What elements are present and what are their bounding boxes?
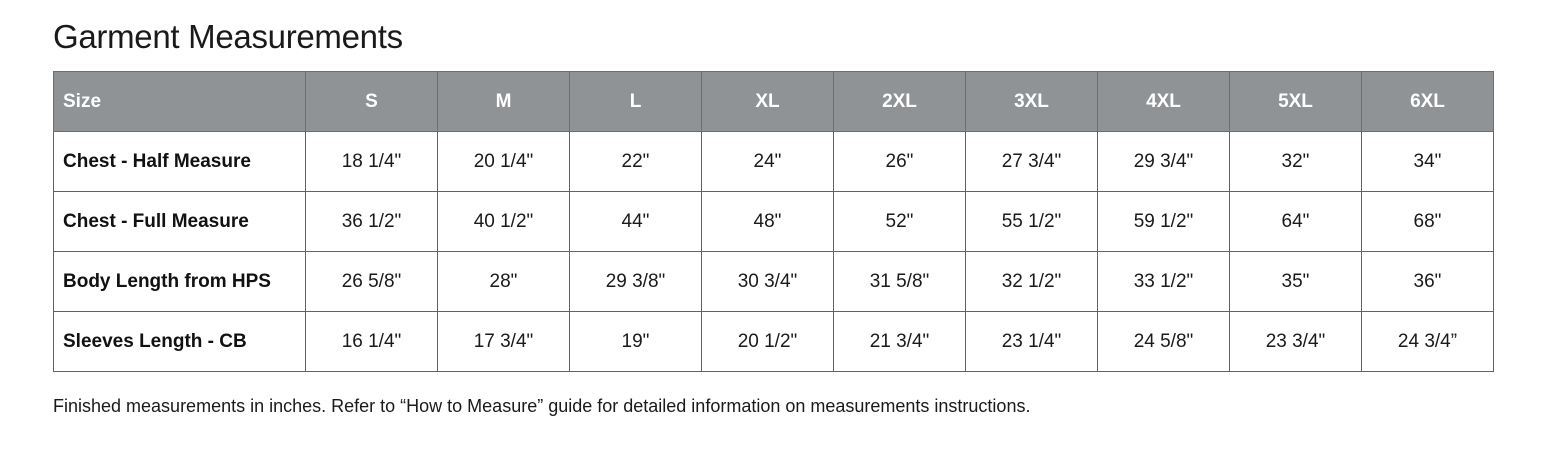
measurement-cell: 31 5/8"	[834, 252, 966, 312]
row-label: Sleeves Length - CB	[54, 312, 306, 372]
measurement-cell: 48"	[702, 192, 834, 252]
measurement-cell: 23 1/4"	[966, 312, 1098, 372]
measurement-cell: 44"	[570, 192, 702, 252]
measurement-cell: 16 1/4"	[306, 312, 438, 372]
measurement-cell: 24 5/8"	[1098, 312, 1230, 372]
measurement-cell: 20 1/2"	[702, 312, 834, 372]
size-header-cell: 4XL	[1098, 72, 1230, 132]
size-header-label: Size	[54, 72, 306, 132]
measurement-cell: 59 1/2"	[1098, 192, 1230, 252]
row-label: Chest - Half Measure	[54, 132, 306, 192]
measurement-cell: 36 1/2"	[306, 192, 438, 252]
measurement-cell: 33 1/2"	[1098, 252, 1230, 312]
measurement-cell: 22"	[570, 132, 702, 192]
measurement-cell: 29 3/4"	[1098, 132, 1230, 192]
measurement-cell: 23 3/4"	[1230, 312, 1362, 372]
measurement-cell: 32 1/2"	[966, 252, 1098, 312]
table-row	[54, 192, 1494, 252]
table-header-row	[54, 72, 1494, 132]
measurement-cell: 35"	[1230, 252, 1362, 312]
measurement-cell: 28"	[438, 252, 570, 312]
garment-measurements-table	[53, 71, 1494, 372]
measurement-cell: 19"	[570, 312, 702, 372]
size-header-cell: 6XL	[1362, 72, 1494, 132]
measurement-cell: 20 1/4"	[438, 132, 570, 192]
measurement-cell: 36"	[1362, 252, 1494, 312]
page-title: Garment Measurements	[53, 18, 403, 55]
measurement-cell: 68"	[1362, 192, 1494, 252]
size-header-cell: 5XL	[1230, 72, 1362, 132]
measurement-cell: 29 3/8"	[570, 252, 702, 312]
measurement-footnote: Finished measurements in inches. Refer to “How to Measure” guide for detailed information on measurements instructions.	[53, 396, 1031, 416]
measurement-cell: 21 3/4"	[834, 312, 966, 372]
measurement-cell: 27 3/4"	[966, 132, 1098, 192]
measurement-cell: 18 1/4"	[306, 132, 438, 192]
size-header-cell: 3XL	[966, 72, 1098, 132]
table-row	[54, 252, 1494, 312]
measurement-cell: 26 5/8"	[306, 252, 438, 312]
table-row	[54, 312, 1494, 372]
row-label: Body Length from HPS	[54, 252, 306, 312]
size-header-cell: 2XL	[834, 72, 966, 132]
size-header-cell: M	[438, 72, 570, 132]
measurement-cell: 64"	[1230, 192, 1362, 252]
measurement-cell: 26"	[834, 132, 966, 192]
size-header-cell: S	[306, 72, 438, 132]
size-header-cell: XL	[702, 72, 834, 132]
table-row	[54, 132, 1494, 192]
measurement-cell: 55 1/2"	[966, 192, 1098, 252]
measurement-cell: 17 3/4"	[438, 312, 570, 372]
measurement-cell: 24"	[702, 132, 834, 192]
size-header-cell: L	[570, 72, 702, 132]
row-label: Chest - Full Measure	[54, 192, 306, 252]
measurement-cell: 34"	[1362, 132, 1494, 192]
measurement-cell: 24 3/4”	[1362, 312, 1494, 372]
measurement-cell: 32"	[1230, 132, 1362, 192]
measurement-cell: 40 1/2"	[438, 192, 570, 252]
measurement-cell: 30 3/4"	[702, 252, 834, 312]
measurement-cell: 52"	[834, 192, 966, 252]
